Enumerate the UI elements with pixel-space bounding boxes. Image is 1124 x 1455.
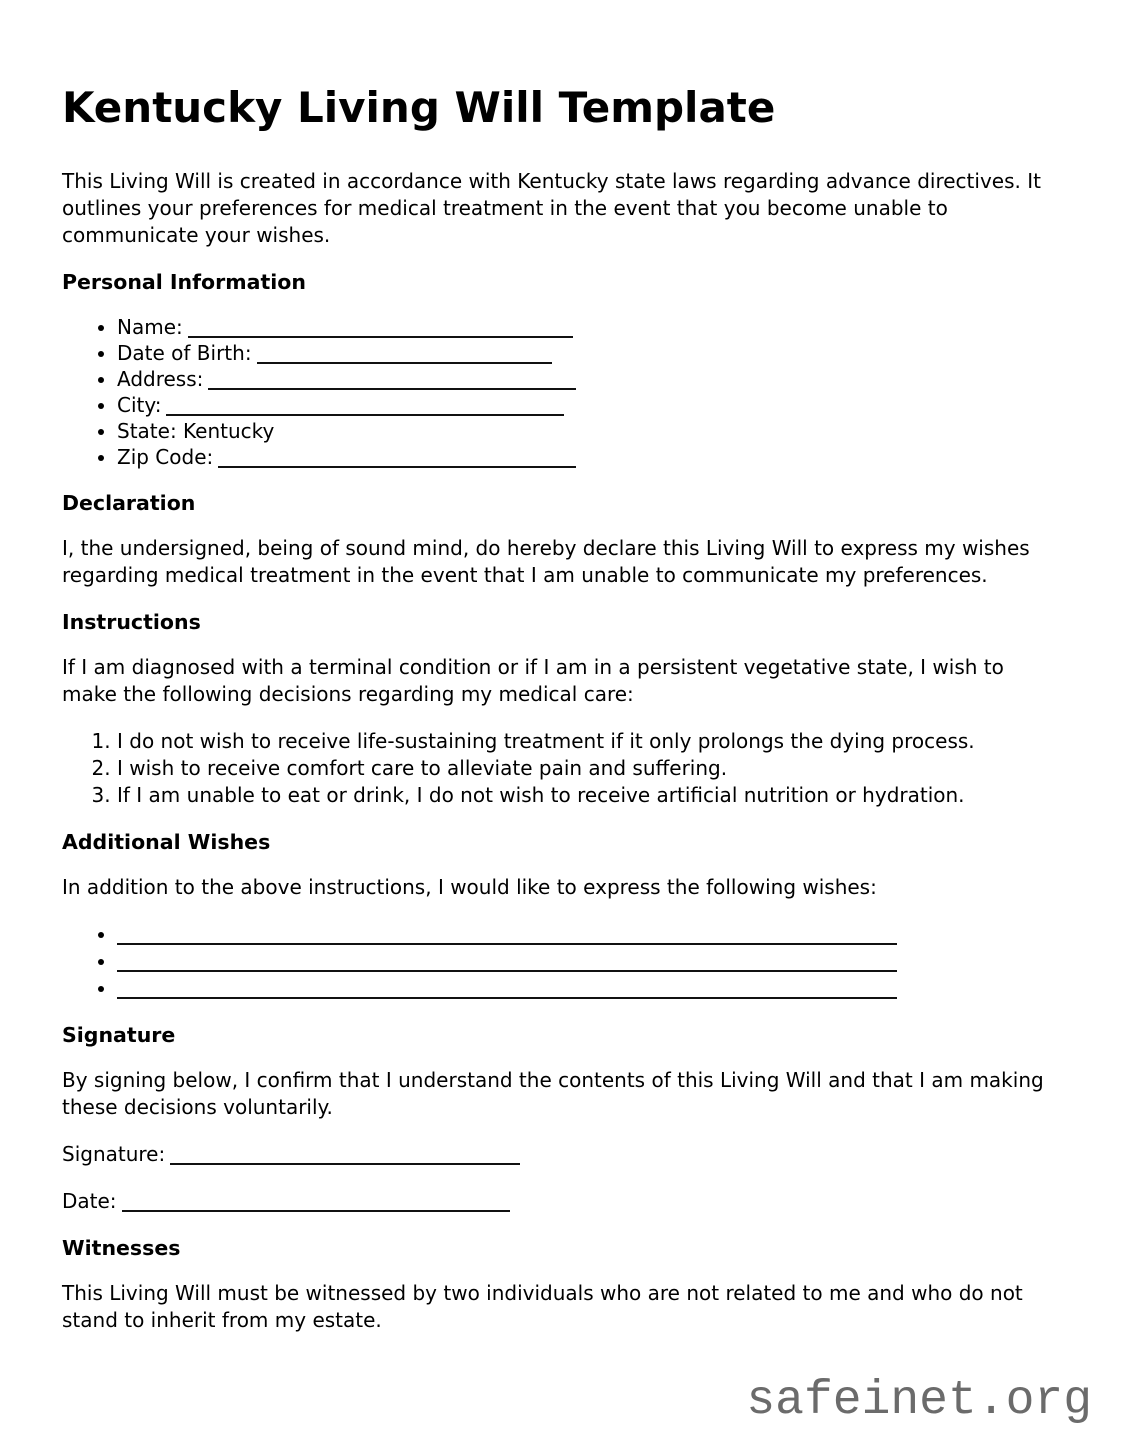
wish-blank-line (117, 996, 897, 999)
witnesses-paragraph: This Living Will must be witnessed by two individuals who are not related to me and who do not stand to inherit from my estate. (62, 1281, 1023, 1332)
field-city (117, 392, 1062, 418)
field-date-of-birth (117, 340, 1062, 366)
wish-blank-line (117, 942, 897, 945)
field-city-label: City: (117, 393, 162, 417)
field-name (117, 314, 1062, 340)
field-address-blank-line (208, 387, 576, 390)
wish-item (117, 948, 1062, 975)
additional-wishes-paragraph: In addition to the above instructions, I would like to express the following wishes: (62, 875, 877, 899)
section-heading-additional-wishes: Additional Wishes (62, 830, 271, 854)
section-heading-instructions: Instructions (62, 610, 201, 634)
section-heading-declaration: Declaration (62, 491, 196, 515)
wish-item (117, 975, 1062, 1002)
decision-item: 1. I do not wish to receive life-sustaining treatment if it only prolongs the dying process. (117, 728, 1062, 755)
declaration-paragraph: I, the undersigned, being of sound mind, do hereby declare this Living Will to express my wishes regarding medical treatment in the event that I am unable to communicate my preferences. (62, 536, 1030, 587)
field-state-label: State: (117, 419, 177, 443)
date-label: Date: (62, 1189, 117, 1213)
instructions-paragraph: If I am diagnosed with a terminal condition or if I am in a persistent vegetative state, I wish to make the following decisions regarding my medical care: (62, 655, 1004, 706)
field-zip-code (117, 444, 1062, 470)
section-heading-signature: Signature (62, 1023, 176, 1047)
section-heading-witnesses: Witnesses (62, 1236, 181, 1260)
decision-item: 3. If I am unable to eat or drink, I do not wish to receive artificial nutrition or hydration. (117, 782, 1062, 809)
field-date-of-birth-label: Date of Birth: (117, 341, 252, 365)
additional-wishes-list (62, 921, 1062, 1002)
field-zip-code-blank-line (218, 465, 576, 468)
personal-information-list (62, 314, 1062, 470)
wish-blank-line (117, 969, 897, 972)
field-date-of-birth-blank-line (257, 361, 552, 364)
field-city-blank-line (166, 413, 564, 416)
field-state (117, 418, 1062, 444)
date-blank-line (122, 1209, 510, 1212)
signature-blank-line (170, 1162, 520, 1165)
intro-paragraph: This Living Will is created in accordance with Kentucky state laws regarding advance directives. It outlines your preferences for medical treatment in the event that you become unable to communicate your wishes. (62, 169, 1041, 247)
decision-item: 2. I wish to receive comfort care to alleviate pain and suffering. (117, 755, 1062, 782)
field-zip-code-label: Zip Code: (117, 445, 214, 469)
wish-item (117, 921, 1062, 948)
watermark: safeinet.org (746, 1374, 1092, 1428)
signature-label: Signature: (62, 1142, 166, 1166)
page-title: Kentucky Living Will Template (62, 83, 776, 132)
field-name-label: Name: (117, 315, 183, 339)
field-name-blank-line (188, 335, 573, 338)
signature-paragraph: By signing below, I confirm that I understand the contents of this Living Will and that I am making these decisions voluntarily. (62, 1068, 1044, 1119)
date-line (62, 1188, 1062, 1215)
field-address-label: Address: (117, 367, 204, 391)
signature-line (62, 1141, 1062, 1168)
field-state-value: Kentucky (183, 419, 275, 443)
field-address (117, 366, 1062, 392)
section-heading-personal-information: Personal Information (62, 270, 306, 294)
instructions-decision-list (62, 728, 1062, 809)
